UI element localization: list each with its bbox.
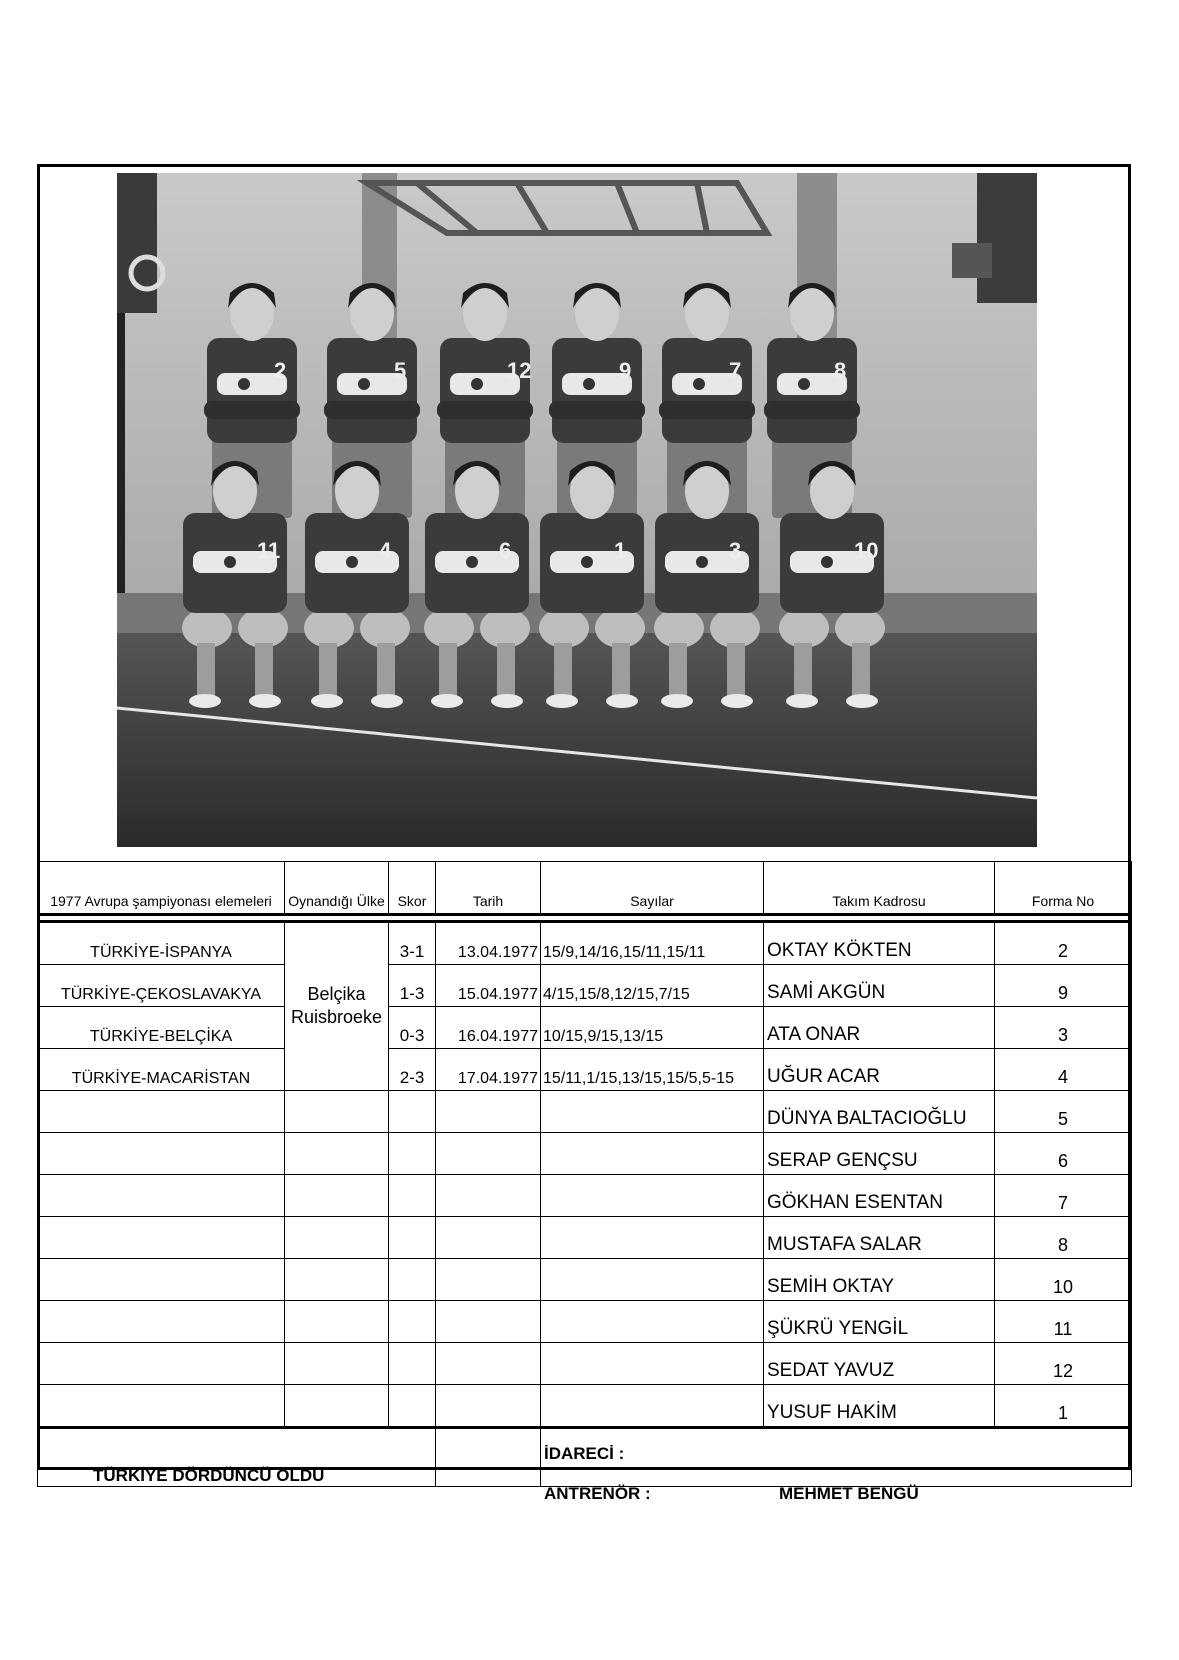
empty-cell	[436, 1175, 541, 1217]
empty-cell	[541, 1301, 764, 1343]
player-name: SEMİH OKTAY	[764, 1259, 995, 1301]
player-jersey: 3	[995, 1007, 1132, 1049]
empty-cell	[38, 1259, 285, 1301]
header-country: Oynandığı Ülke	[285, 862, 389, 915]
empty-cell	[389, 1091, 436, 1133]
empty-cell	[285, 1259, 389, 1301]
results-table	[37, 861, 1132, 1503]
match-name: TÜRKİYE-ÇEKOSLAVAKYA	[38, 965, 285, 1007]
empty-cell	[285, 1301, 389, 1343]
jersey-number: 3	[729, 538, 742, 563]
empty-cell	[436, 1133, 541, 1175]
empty-cell	[38, 1217, 285, 1259]
match-score: 0-3	[389, 1007, 436, 1049]
match-score: 2-3	[389, 1049, 436, 1091]
jersey-number: 9	[619, 358, 632, 383]
empty-cell	[436, 1343, 541, 1385]
match-name: TÜRKİYE-MACARİSTAN	[38, 1049, 285, 1091]
match-points: 4/15,15/8,12/15,7/15	[541, 965, 764, 1007]
empty-cell	[436, 1385, 541, 1428]
empty-cell	[285, 1217, 389, 1259]
empty-cell	[389, 1133, 436, 1175]
jersey-number: 1	[614, 538, 627, 563]
results-sheet	[37, 164, 1131, 1503]
jersey-number: 11	[257, 538, 281, 563]
header-matches: 1977 Avrupa şampiyonası elemeleri	[38, 862, 285, 915]
player-name: ATA ONAR	[764, 1007, 995, 1049]
empty-cell	[436, 1301, 541, 1343]
match-score: 1-3	[389, 965, 436, 1007]
empty-cell	[389, 1301, 436, 1343]
jersey-number: 2	[274, 358, 287, 383]
manager-label: İDARECİ :	[544, 1444, 625, 1463]
empty-cell	[38, 1133, 285, 1175]
match-points: 15/11,1/15,13/15,15/5,5-15	[541, 1049, 764, 1091]
empty-cell	[38, 1091, 285, 1133]
empty-cell	[541, 1259, 764, 1301]
header-jersey: Forma No	[995, 862, 1132, 915]
player-name: YUSUF HAKİM	[764, 1385, 995, 1428]
empty-cell	[436, 1428, 541, 1487]
player-jersey: 11	[995, 1301, 1132, 1343]
player-name: UĞUR ACAR	[764, 1049, 995, 1091]
venue-cell: Belçika Ruisbroeke	[285, 922, 389, 1091]
player-name: GÖKHAN ESENTAN	[764, 1175, 995, 1217]
player-jersey: 7	[995, 1175, 1132, 1217]
empty-cell	[38, 1343, 285, 1385]
player-name: MUSTAFA SALAR	[764, 1217, 995, 1259]
empty-cell	[541, 1385, 764, 1428]
player-jersey: 10	[995, 1259, 1132, 1301]
empty-cell	[541, 1133, 764, 1175]
header-squad: Takım Kadrosu	[764, 862, 995, 915]
jersey-number: 10	[854, 538, 879, 563]
final-result: TÜRKİYE DÖRDÜNCÜ OLDU	[38, 1428, 436, 1487]
header-date: Tarih	[436, 862, 541, 915]
jersey-number: 6	[499, 538, 512, 563]
empty-cell	[38, 1175, 285, 1217]
empty-cell	[436, 1217, 541, 1259]
player-jersey: 2	[995, 922, 1132, 965]
empty-cell	[285, 1133, 389, 1175]
match-score: 3-1	[389, 922, 436, 965]
empty-cell	[541, 1217, 764, 1259]
player-name: DÜNYA BALTACIOĞLU	[764, 1091, 995, 1133]
jersey-number: 5	[394, 358, 407, 383]
empty-cell	[285, 1091, 389, 1133]
match-date: 17.04.1977	[436, 1049, 541, 1091]
header-points: Sayılar	[541, 862, 764, 915]
empty-cell	[38, 1301, 285, 1343]
match-date: 15.04.1977	[436, 965, 541, 1007]
empty-cell	[389, 1217, 436, 1259]
player-jersey: 4	[995, 1049, 1132, 1091]
empty-cell	[541, 1343, 764, 1385]
coach-name: MEHMET BENGÜ	[779, 1484, 919, 1503]
team-photo	[117, 173, 1037, 847]
player-name: ŞÜKRÜ YENGİL	[764, 1301, 995, 1343]
player-name: OKTAY KÖKTEN	[764, 922, 995, 965]
match-date: 13.04.1977	[436, 922, 541, 965]
empty-cell	[541, 1091, 764, 1133]
empty-cell	[285, 1343, 389, 1385]
coach-label: ANTRENÖR :	[544, 1484, 651, 1503]
empty-cell	[436, 1091, 541, 1133]
player-jersey: 8	[995, 1217, 1132, 1259]
empty-cell	[436, 1259, 541, 1301]
player-jersey: 6	[995, 1133, 1132, 1175]
jersey-number: 7	[729, 358, 742, 383]
jersey-number: 12	[507, 358, 532, 383]
empty-cell	[389, 1385, 436, 1428]
empty-cell	[285, 1385, 389, 1428]
empty-cell	[389, 1175, 436, 1217]
match-date: 16.04.1977	[436, 1007, 541, 1049]
player-jersey: 5	[995, 1091, 1132, 1133]
jersey-number: 4	[379, 538, 392, 563]
match-name: TÜRKİYE-İSPANYA	[38, 922, 285, 965]
empty-cell	[38, 1385, 285, 1428]
empty-cell	[389, 1343, 436, 1385]
player-jersey: 9	[995, 965, 1132, 1007]
player-jersey: 1	[995, 1385, 1132, 1428]
match-points: 10/15,9/15,13/15	[541, 1007, 764, 1049]
player-name: SAMİ AKGÜN	[764, 965, 995, 1007]
player-jersey: 12	[995, 1343, 1132, 1385]
empty-cell	[541, 1175, 764, 1217]
player-name: SEDAT YAVUZ	[764, 1343, 995, 1385]
jersey-number: 8	[834, 358, 847, 383]
player-name: SERAP GENÇSU	[764, 1133, 995, 1175]
empty-cell	[285, 1175, 389, 1217]
staff-cell	[541, 1428, 1132, 1503]
header-score: Skor	[389, 862, 436, 915]
empty-cell	[389, 1259, 436, 1301]
match-points: 15/9,14/16,15/11,15/11	[541, 922, 764, 965]
match-name: TÜRKİYE-BELÇİKA	[38, 1007, 285, 1049]
